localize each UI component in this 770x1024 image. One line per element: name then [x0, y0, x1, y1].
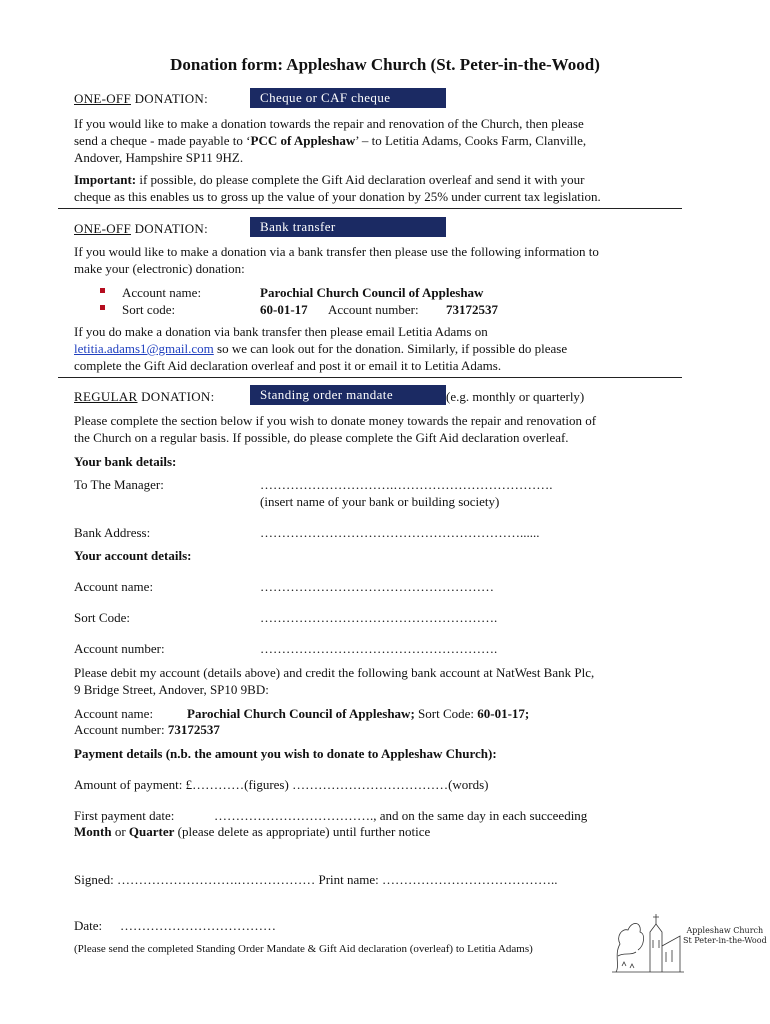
important-label: Important:: [74, 172, 137, 187]
logo-line: Appleshaw Church: [686, 926, 764, 935]
banner-standing-order: Standing order mandate: [250, 385, 446, 405]
text-span: if possible, do please complete the Gift Aid declaration overleaf and send it with your: [136, 172, 585, 187]
important-note: [74, 171, 694, 205]
section-heading-bank: [74, 220, 208, 237]
section-lead: ONE-OFF: [74, 221, 131, 236]
bank-address-field[interactable]: ……………………………………………………......: [260, 525, 540, 540]
bank-sort-code-label: Sort code:: [122, 302, 176, 317]
page-title: Donation form: Appleshaw Church (St. Peter-in-the-Wood): [170, 55, 600, 74]
bank-followup: [74, 323, 694, 374]
payee-account-line: [74, 705, 153, 722]
payee-name-label: Account name:: [74, 706, 154, 721]
section-lead: ONE-OFF: [74, 91, 131, 106]
to-manager-hint: (insert name of your bank or building society): [260, 494, 500, 509]
debit-instruction: [74, 664, 694, 698]
payment-details-heading: Payment details (n.b. the amount you wish to donate to Appleshaw Church):: [74, 746, 497, 761]
text-line: [74, 340, 694, 357]
bullet-icon: [98, 284, 108, 294]
payee-sort-label: Sort Code:: [414, 706, 478, 721]
section-divider: [58, 208, 682, 209]
payee-sort-value: 60-01-17;: [477, 706, 530, 721]
text-span: so we can look out for the donation. Similarly, if possible do please: [213, 341, 568, 356]
bank-details-heading: Your bank details:: [74, 454, 177, 469]
bank-intro: [74, 243, 694, 277]
payee-number-label: Account number:: [74, 722, 165, 737]
quarter-option: Quarter: [128, 824, 175, 839]
section-label: DONATION:: [134, 221, 209, 236]
logo-line: St Peter-in-the-Wood: [683, 936, 767, 945]
cheque-instructions: [74, 115, 694, 166]
banner-cheque: Cheque or CAF cheque: [250, 88, 446, 108]
frequency-note: (e.g. monthly or quarterly): [446, 389, 585, 404]
text-line: [74, 132, 694, 149]
text-span: (please delete as appropriate) until further notice: [174, 824, 431, 839]
bullet-icon: [98, 301, 108, 311]
first-payment-label: First payment date:: [74, 808, 175, 823]
sort-code-label: Sort Code:: [74, 610, 130, 625]
section-heading-cheque: [74, 90, 208, 107]
bank-account-name-label: Account name:: [122, 285, 202, 300]
signature-field[interactable]: Signed: ……………………….……………… Print name: …………………………………..: [74, 872, 558, 887]
text-line: Please debit my account (details above) and credit the following bank account at NatWest Bank Plc,: [74, 665, 595, 680]
account-name-label: Account name:: [74, 579, 154, 594]
to-manager-field[interactable]: ………………………….……………………………….: [260, 477, 553, 492]
text-span: or: [111, 824, 129, 839]
text-line: cheque as this enables us to gross up the value of your donation by 25% under current tax legislation.: [74, 189, 601, 204]
payee-name-value: Parochial Church Council of Appleshaw;: [187, 706, 415, 721]
section-heading-regular: [74, 388, 215, 405]
text-line: [74, 171, 694, 188]
bank-account-number-value: 73172537: [446, 302, 498, 317]
section-label: DONATION:: [134, 91, 209, 106]
to-manager-label: To The Manager:: [74, 477, 164, 492]
text-line: make your (electronic) donation:: [74, 261, 245, 276]
month-option: Month: [74, 824, 112, 839]
date-label: Date:: [74, 918, 103, 933]
text-line: the Church on a regular basis. If possible, do please complete the Gift Aid declaration overleaf.: [74, 430, 569, 445]
payee-details: [187, 705, 529, 722]
text-line: If you would like to make a donation via a bank transfer then please use the following information to: [74, 244, 599, 259]
bank-account-number-label: Account number:: [328, 302, 419, 317]
text-line: If you would like to make a donation towards the repair and renovation of the Church, then please: [74, 116, 584, 131]
email-link[interactable]: letitia.adams1@gmail.com: [74, 341, 214, 356]
account-number-field[interactable]: ……………………………………………….: [260, 641, 498, 656]
section-divider: [58, 377, 682, 378]
text-line: Andover, Hampshire SP11 9HZ.: [74, 150, 244, 165]
bank-sort-code-value: 60-01-17: [260, 302, 308, 317]
amount-field[interactable]: Amount of payment: £…………(figures) ………………………………(words): [74, 777, 489, 792]
footer-note: (Please send the completed Standing Order Mandate & Gift Aid declaration (overleaf) to Letitia Adams): [74, 943, 533, 955]
section-lead: REGULAR: [74, 389, 138, 404]
bank-address-label: Bank Address:: [74, 525, 151, 540]
account-details-heading: Your account details:: [74, 548, 192, 563]
text-line: Please complete the section below if you wish to donate money towards the repair and renovation of: [74, 413, 597, 428]
bank-account-name-value: Parochial Church Council of Appleshaw: [260, 285, 484, 300]
account-name-field[interactable]: ………………………………………………: [260, 579, 494, 594]
date-field[interactable]: ………………………………: [120, 918, 276, 933]
section-label: DONATION:: [141, 389, 215, 404]
frequency-line: [74, 823, 430, 840]
text-line: 9 Bridge Street, Andover, SP10 9BD:: [74, 682, 269, 697]
sort-code-field[interactable]: ……………………………………………….: [260, 610, 498, 625]
payee-name: PCC of Appleshaw: [250, 133, 356, 148]
regular-intro: [74, 412, 694, 446]
text-span: send a cheque - made payable to ‘: [74, 133, 251, 148]
logo-caption: [683, 926, 767, 946]
text-line: complete the Gift Aid declaration overleaf and post it or email it to Letitia Adams.: [74, 358, 502, 373]
text-line: If you do make a donation via bank transfer then please email Letitia Adams on: [74, 324, 488, 339]
payee-number-line: [74, 721, 220, 738]
text-span: ’ – to Letitia Adams, Cooks Farm, Clanville,: [355, 133, 587, 148]
first-payment-field[interactable]: ………………………………., and on the same day in each succeeding: [214, 808, 588, 823]
banner-bank: Bank transfer: [250, 217, 446, 237]
account-number-label: Account number:: [74, 641, 165, 656]
payee-number-value: 73172537: [167, 722, 220, 737]
